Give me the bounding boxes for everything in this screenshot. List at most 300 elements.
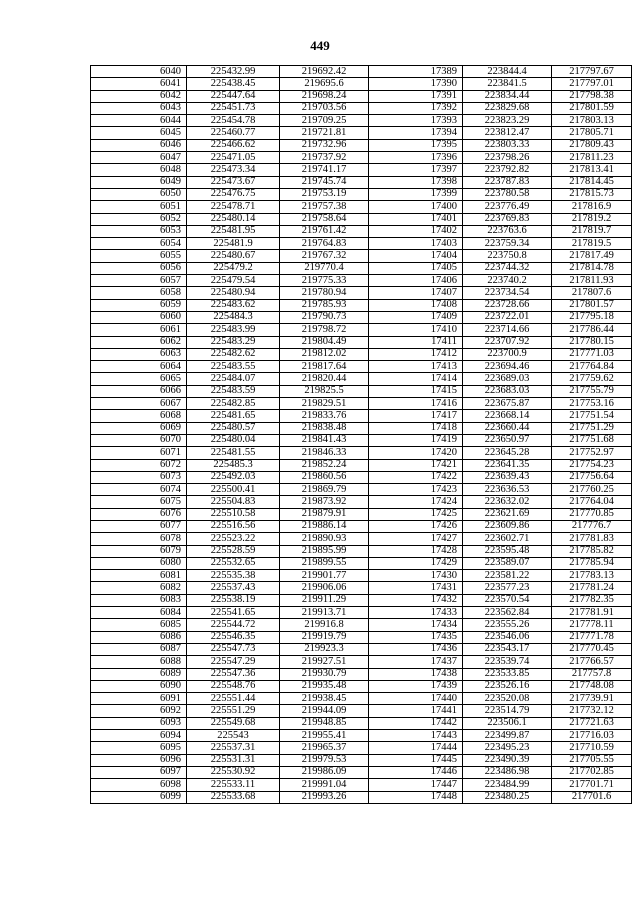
- y-coordinate-cell: 219935.48: [280, 680, 369, 692]
- table-row: [91, 336, 632, 348]
- x-coordinate-cell: 223645.28: [463, 447, 552, 459]
- x-coordinate-cell: 223841.5: [463, 78, 552, 90]
- x-coordinate-cell: 223668.14: [463, 410, 552, 422]
- point-number-cell: 6095: [91, 742, 187, 754]
- x-coordinate-cell: 225481.9: [187, 238, 280, 250]
- x-coordinate-cell: 223495.23: [463, 742, 552, 754]
- x-coordinate-cell: 225549.68: [187, 717, 280, 729]
- point-number-cell: 17417: [369, 410, 463, 422]
- x-coordinate-cell: 223609.86: [463, 520, 552, 532]
- point-number-cell: 17432: [369, 594, 463, 606]
- x-coordinate-cell: 225483.99: [187, 324, 280, 336]
- point-number-cell: 17421: [369, 459, 463, 471]
- y-coordinate-cell: 219692.42: [280, 66, 369, 78]
- y-coordinate-cell: 217771.78: [552, 631, 632, 643]
- point-number-cell: 6049: [91, 176, 187, 188]
- y-coordinate-cell: 217785.82: [552, 545, 632, 557]
- table-row: [91, 422, 632, 434]
- point-number-cell: 17433: [369, 607, 463, 619]
- table-row: [91, 693, 632, 705]
- y-coordinate-cell: 219737.92: [280, 152, 369, 164]
- x-coordinate-cell: 225480.67: [187, 250, 280, 262]
- point-number-cell: 6086: [91, 631, 187, 643]
- point-number-cell: 17438: [369, 668, 463, 680]
- y-coordinate-cell: 217781.91: [552, 607, 632, 619]
- x-coordinate-cell: 223570.54: [463, 594, 552, 606]
- x-coordinate-cell: 225484.3: [187, 311, 280, 323]
- x-coordinate-cell: 223577.23: [463, 582, 552, 594]
- y-coordinate-cell: 219764.83: [280, 238, 369, 250]
- table-row: [91, 668, 632, 680]
- point-number-cell: 17447: [369, 779, 463, 791]
- point-number-cell: 6084: [91, 607, 187, 619]
- y-coordinate-cell: 217721.63: [552, 717, 632, 729]
- y-coordinate-cell: 219798.72: [280, 324, 369, 336]
- y-coordinate-cell: 217771.03: [552, 348, 632, 360]
- point-number-cell: 17443: [369, 730, 463, 742]
- point-number-cell: 17403: [369, 238, 463, 250]
- x-coordinate-cell: 225485.3: [187, 459, 280, 471]
- x-coordinate-cell: 225454.78: [187, 115, 280, 127]
- x-coordinate-cell: 223589.07: [463, 557, 552, 569]
- y-coordinate-cell: 217770.85: [552, 508, 632, 520]
- x-coordinate-cell: 225480.14: [187, 213, 280, 225]
- x-coordinate-cell: 225544.72: [187, 619, 280, 631]
- y-coordinate-cell: 219886.14: [280, 520, 369, 532]
- table-row: [91, 152, 632, 164]
- point-number-cell: 17436: [369, 643, 463, 655]
- x-coordinate-cell: 223744.32: [463, 262, 552, 274]
- x-coordinate-cell: 225516.56: [187, 520, 280, 532]
- point-number-cell: 17410: [369, 324, 463, 336]
- x-coordinate-cell: 223490.39: [463, 754, 552, 766]
- y-coordinate-cell: 219758.64: [280, 213, 369, 225]
- point-number-cell: 17392: [369, 102, 463, 114]
- x-coordinate-cell: 223641.35: [463, 459, 552, 471]
- page-number: 449: [310, 38, 330, 53]
- point-number-cell: 17424: [369, 496, 463, 508]
- point-number-cell: 17419: [369, 434, 463, 446]
- point-number-cell: 17444: [369, 742, 463, 754]
- point-number-cell: 17395: [369, 139, 463, 151]
- table-row: [91, 311, 632, 323]
- x-coordinate-cell: 225551.29: [187, 705, 280, 717]
- point-number-cell: 6048: [91, 164, 187, 176]
- x-coordinate-cell: 225483.62: [187, 299, 280, 311]
- y-coordinate-cell: 219944.09: [280, 705, 369, 717]
- point-number-cell: 17414: [369, 373, 463, 385]
- x-coordinate-cell: 225483.59: [187, 385, 280, 397]
- y-coordinate-cell: 217781.24: [552, 582, 632, 594]
- y-coordinate-cell: 217801.57: [552, 299, 632, 311]
- x-coordinate-cell: 223750.8: [463, 250, 552, 262]
- point-number-cell: 6092: [91, 705, 187, 717]
- table-row: [91, 619, 632, 631]
- y-coordinate-cell: 219838.48: [280, 422, 369, 434]
- y-coordinate-cell: 219703.56: [280, 102, 369, 114]
- y-coordinate-cell: 219745.74: [280, 176, 369, 188]
- y-coordinate-cell: 219899.55: [280, 557, 369, 569]
- y-coordinate-cell: 219911.29: [280, 594, 369, 606]
- y-coordinate-cell: 217819.5: [552, 238, 632, 250]
- y-coordinate-cell: 217778.11: [552, 619, 632, 631]
- x-coordinate-cell: 223632.02: [463, 496, 552, 508]
- x-coordinate-cell: 225479.54: [187, 275, 280, 287]
- point-number-cell: 6044: [91, 115, 187, 127]
- point-number-cell: 6051: [91, 201, 187, 213]
- point-number-cell: 6060: [91, 311, 187, 323]
- table-row: [91, 766, 632, 778]
- x-coordinate-cell: 225483.55: [187, 361, 280, 373]
- x-coordinate-cell: 223683.03: [463, 385, 552, 397]
- x-coordinate-cell: 223734.54: [463, 287, 552, 299]
- point-number-cell: 6079: [91, 545, 187, 557]
- x-coordinate-cell: 225547.36: [187, 668, 280, 680]
- x-coordinate-cell: 223595.48: [463, 545, 552, 557]
- table-row: [91, 348, 632, 360]
- point-number-cell: 17415: [369, 385, 463, 397]
- point-number-cell: 17401: [369, 213, 463, 225]
- point-number-cell: 6040: [91, 66, 187, 78]
- x-coordinate-cell: 225473.67: [187, 176, 280, 188]
- x-coordinate-cell: 225460.77: [187, 127, 280, 139]
- point-number-cell: 17434: [369, 619, 463, 631]
- x-coordinate-cell: 223555.26: [463, 619, 552, 631]
- y-coordinate-cell: 219709.25: [280, 115, 369, 127]
- x-coordinate-cell: 223621.69: [463, 508, 552, 520]
- x-coordinate-cell: 223514.79: [463, 705, 552, 717]
- y-coordinate-cell: 217766.57: [552, 656, 632, 668]
- x-coordinate-cell: 223798.26: [463, 152, 552, 164]
- point-number-cell: 17427: [369, 533, 463, 545]
- x-coordinate-cell: 225480.94: [187, 287, 280, 299]
- point-number-cell: 6099: [91, 791, 187, 803]
- x-coordinate-cell: 223700.9: [463, 348, 552, 360]
- table-row: [91, 324, 632, 336]
- y-coordinate-cell: 219901.77: [280, 570, 369, 582]
- x-coordinate-cell: 225480.57: [187, 422, 280, 434]
- y-coordinate-cell: 219698.24: [280, 90, 369, 102]
- x-coordinate-cell: 225471.05: [187, 152, 280, 164]
- table-row: [91, 582, 632, 594]
- x-coordinate-cell: 223636.53: [463, 484, 552, 496]
- point-number-cell: 17426: [369, 520, 463, 532]
- point-number-cell: 17440: [369, 693, 463, 705]
- point-number-cell: 17391: [369, 90, 463, 102]
- y-coordinate-cell: 219927.51: [280, 656, 369, 668]
- y-coordinate-cell: 219775.33: [280, 275, 369, 287]
- y-coordinate-cell: 219930.79: [280, 668, 369, 680]
- x-coordinate-cell: 225481.65: [187, 410, 280, 422]
- y-coordinate-cell: 217780.15: [552, 336, 632, 348]
- point-number-cell: 6090: [91, 680, 187, 692]
- x-coordinate-cell: 225481.95: [187, 225, 280, 237]
- x-coordinate-cell: 223520.08: [463, 693, 552, 705]
- point-number-cell: 17394: [369, 127, 463, 139]
- point-number-cell: 6066: [91, 385, 187, 397]
- table-row: [91, 225, 632, 237]
- table-row: [91, 545, 632, 557]
- table-row: [91, 508, 632, 520]
- point-number-cell: 17407: [369, 287, 463, 299]
- point-number-cell: 6098: [91, 779, 187, 791]
- x-coordinate-cell: 223769.83: [463, 213, 552, 225]
- table-row: [91, 188, 632, 200]
- table-row: [91, 594, 632, 606]
- x-coordinate-cell: 225546.35: [187, 631, 280, 643]
- table-row: [91, 275, 632, 287]
- x-coordinate-cell: 223486.98: [463, 766, 552, 778]
- y-coordinate-cell: 219770.4: [280, 262, 369, 274]
- point-number-cell: 17412: [369, 348, 463, 360]
- y-coordinate-cell: 217805.71: [552, 127, 632, 139]
- table-row: [91, 471, 632, 483]
- x-coordinate-cell: 223776.49: [463, 201, 552, 213]
- x-coordinate-cell: 223714.66: [463, 324, 552, 336]
- x-coordinate-cell: 223803.33: [463, 139, 552, 151]
- y-coordinate-cell: 219780.94: [280, 287, 369, 299]
- x-coordinate-cell: 225537.31: [187, 742, 280, 754]
- x-coordinate-cell: 223650.97: [463, 434, 552, 446]
- coordinates-table: [90, 65, 632, 804]
- y-coordinate-cell: 217814.45: [552, 176, 632, 188]
- x-coordinate-cell: 225547.29: [187, 656, 280, 668]
- table-row: [91, 66, 632, 78]
- y-coordinate-cell: 217716.03: [552, 730, 632, 742]
- y-coordinate-cell: 219869.79: [280, 484, 369, 496]
- x-coordinate-cell: 225535.38: [187, 570, 280, 582]
- point-number-cell: 17405: [369, 262, 463, 274]
- point-number-cell: 6056: [91, 262, 187, 274]
- point-number-cell: 17441: [369, 705, 463, 717]
- y-coordinate-cell: 217770.45: [552, 643, 632, 655]
- y-coordinate-cell: 219761.42: [280, 225, 369, 237]
- y-coordinate-cell: 219991.04: [280, 779, 369, 791]
- y-coordinate-cell: 217760.25: [552, 484, 632, 496]
- point-number-cell: 6052: [91, 213, 187, 225]
- y-coordinate-cell: 217801.59: [552, 102, 632, 114]
- table-row: [91, 262, 632, 274]
- y-coordinate-cell: 217759.62: [552, 373, 632, 385]
- point-number-cell: 17425: [369, 508, 463, 520]
- point-number-cell: 17439: [369, 680, 463, 692]
- y-coordinate-cell: 219804.49: [280, 336, 369, 348]
- point-number-cell: 6091: [91, 693, 187, 705]
- y-coordinate-cell: 219767.32: [280, 250, 369, 262]
- x-coordinate-cell: 225531.31: [187, 754, 280, 766]
- point-number-cell: 6073: [91, 471, 187, 483]
- x-coordinate-cell: 223812.47: [463, 127, 552, 139]
- y-coordinate-cell: 217776.7: [552, 520, 632, 532]
- point-number-cell: 17420: [369, 447, 463, 459]
- x-coordinate-cell: 223660.44: [463, 422, 552, 434]
- x-coordinate-cell: 223602.71: [463, 533, 552, 545]
- point-number-cell: 17435: [369, 631, 463, 643]
- y-coordinate-cell: 217764.84: [552, 361, 632, 373]
- y-coordinate-cell: 217751.68: [552, 434, 632, 446]
- y-coordinate-cell: 219753.19: [280, 188, 369, 200]
- x-coordinate-cell: 225530.92: [187, 766, 280, 778]
- table-row: [91, 90, 632, 102]
- table-row: [91, 250, 632, 262]
- table-row: [91, 754, 632, 766]
- y-coordinate-cell: 217781.83: [552, 533, 632, 545]
- y-coordinate-cell: 219993.26: [280, 791, 369, 803]
- point-number-cell: 6047: [91, 152, 187, 164]
- point-number-cell: 17418: [369, 422, 463, 434]
- x-coordinate-cell: 223484.99: [463, 779, 552, 791]
- y-coordinate-cell: 217764.04: [552, 496, 632, 508]
- x-coordinate-cell: 223694.46: [463, 361, 552, 373]
- y-coordinate-cell: 217701.6: [552, 791, 632, 803]
- point-number-cell: 17413: [369, 361, 463, 373]
- point-number-cell: 17404: [369, 250, 463, 262]
- x-coordinate-cell: 225483.29: [187, 336, 280, 348]
- x-coordinate-cell: 225478.71: [187, 201, 280, 213]
- point-number-cell: 17422: [369, 471, 463, 483]
- x-coordinate-cell: 223787.83: [463, 176, 552, 188]
- table-row: [91, 496, 632, 508]
- point-number-cell: 17446: [369, 766, 463, 778]
- point-number-cell: 17437: [369, 656, 463, 668]
- y-coordinate-cell: 217752.97: [552, 447, 632, 459]
- x-coordinate-cell: 225484.07: [187, 373, 280, 385]
- x-coordinate-cell: 223792.82: [463, 164, 552, 176]
- y-coordinate-cell: 217811.23: [552, 152, 632, 164]
- table-row: [91, 102, 632, 114]
- x-coordinate-cell: 223543.17: [463, 643, 552, 655]
- x-coordinate-cell: 225479.2: [187, 262, 280, 274]
- y-coordinate-cell: 219879.91: [280, 508, 369, 520]
- y-coordinate-cell: 217753.16: [552, 398, 632, 410]
- table-row: [91, 570, 632, 582]
- table-row: [91, 520, 632, 532]
- x-coordinate-cell: 223506.1: [463, 717, 552, 729]
- point-number-cell: 6058: [91, 287, 187, 299]
- table-row: [91, 361, 632, 373]
- table-row: [91, 643, 632, 655]
- point-number-cell: 6082: [91, 582, 187, 594]
- x-coordinate-cell: 225466.62: [187, 139, 280, 151]
- x-coordinate-cell: 223689.03: [463, 373, 552, 385]
- x-coordinate-cell: 225482.85: [187, 398, 280, 410]
- x-coordinate-cell: 225438.45: [187, 78, 280, 90]
- x-coordinate-cell: 223834.44: [463, 90, 552, 102]
- point-number-cell: 6094: [91, 730, 187, 742]
- table-row: [91, 115, 632, 127]
- y-coordinate-cell: 217819.2: [552, 213, 632, 225]
- y-coordinate-cell: 219948.85: [280, 717, 369, 729]
- y-coordinate-cell: 219895.99: [280, 545, 369, 557]
- x-coordinate-cell: 223539.74: [463, 656, 552, 668]
- y-coordinate-cell: 219820.44: [280, 373, 369, 385]
- y-coordinate-cell: 217797.01: [552, 78, 632, 90]
- x-coordinate-cell: 223480.25: [463, 791, 552, 803]
- y-coordinate-cell: 217798.38: [552, 90, 632, 102]
- y-coordinate-cell: 219923.3: [280, 643, 369, 655]
- point-number-cell: 6045: [91, 127, 187, 139]
- y-coordinate-cell: 217809.43: [552, 139, 632, 151]
- table-row: [91, 238, 632, 250]
- y-coordinate-cell: 217754.23: [552, 459, 632, 471]
- point-number-cell: 6075: [91, 496, 187, 508]
- point-number-cell: 6077: [91, 520, 187, 532]
- y-coordinate-cell: 217785.94: [552, 557, 632, 569]
- x-coordinate-cell: 223675.87: [463, 398, 552, 410]
- y-coordinate-cell: 217705.55: [552, 754, 632, 766]
- point-number-cell: 17396: [369, 152, 463, 164]
- point-number-cell: 17402: [369, 225, 463, 237]
- point-number-cell: 17416: [369, 398, 463, 410]
- point-number-cell: 6069: [91, 422, 187, 434]
- y-coordinate-cell: 217756.64: [552, 471, 632, 483]
- point-number-cell: 6067: [91, 398, 187, 410]
- x-coordinate-cell: 223526.16: [463, 680, 552, 692]
- y-coordinate-cell: 217701.71: [552, 779, 632, 791]
- y-coordinate-cell: 217782.35: [552, 594, 632, 606]
- table-row: [91, 742, 632, 754]
- table-row: [91, 385, 632, 397]
- y-coordinate-cell: 219913.71: [280, 607, 369, 619]
- y-coordinate-cell: 217803.13: [552, 115, 632, 127]
- x-coordinate-cell: 225432.99: [187, 66, 280, 78]
- point-number-cell: 17397: [369, 164, 463, 176]
- y-coordinate-cell: 219890.93: [280, 533, 369, 545]
- y-coordinate-cell: 217819.7: [552, 225, 632, 237]
- x-coordinate-cell: 223546.06: [463, 631, 552, 643]
- point-number-cell: 17393: [369, 115, 463, 127]
- y-coordinate-cell: 219846.33: [280, 447, 369, 459]
- point-number-cell: 6059: [91, 299, 187, 311]
- x-coordinate-cell: 225533.11: [187, 779, 280, 791]
- x-coordinate-cell: 225541.65: [187, 607, 280, 619]
- table-row: [91, 680, 632, 692]
- x-coordinate-cell: 223562.84: [463, 607, 552, 619]
- table-row: [91, 730, 632, 742]
- point-number-cell: 6063: [91, 348, 187, 360]
- x-coordinate-cell: 225510.58: [187, 508, 280, 520]
- point-number-cell: 6055: [91, 250, 187, 262]
- x-coordinate-cell: 225492.03: [187, 471, 280, 483]
- point-number-cell: 17389: [369, 66, 463, 78]
- table-row: [91, 299, 632, 311]
- x-coordinate-cell: 225551.44: [187, 693, 280, 705]
- point-number-cell: 17411: [369, 336, 463, 348]
- table-row: [91, 705, 632, 717]
- y-coordinate-cell: 217786.44: [552, 324, 632, 336]
- x-coordinate-cell: 223740.2: [463, 275, 552, 287]
- point-number-cell: 17423: [369, 484, 463, 496]
- x-coordinate-cell: 223533.85: [463, 668, 552, 680]
- x-coordinate-cell: 223728.66: [463, 299, 552, 311]
- x-coordinate-cell: 225533.68: [187, 791, 280, 803]
- point-number-cell: 6065: [91, 373, 187, 385]
- x-coordinate-cell: 225504.83: [187, 496, 280, 508]
- y-coordinate-cell: 219841.43: [280, 434, 369, 446]
- x-coordinate-cell: 225543: [187, 730, 280, 742]
- y-coordinate-cell: 219906.06: [280, 582, 369, 594]
- y-coordinate-cell: 219817.64: [280, 361, 369, 373]
- y-coordinate-cell: 217813.41: [552, 164, 632, 176]
- y-coordinate-cell: 219721.81: [280, 127, 369, 139]
- point-number-cell: 17398: [369, 176, 463, 188]
- table-row: [91, 164, 632, 176]
- y-coordinate-cell: 219757.38: [280, 201, 369, 213]
- point-number-cell: 6064: [91, 361, 187, 373]
- table-row: [91, 717, 632, 729]
- x-coordinate-cell: 223707.92: [463, 336, 552, 348]
- point-number-cell: 6093: [91, 717, 187, 729]
